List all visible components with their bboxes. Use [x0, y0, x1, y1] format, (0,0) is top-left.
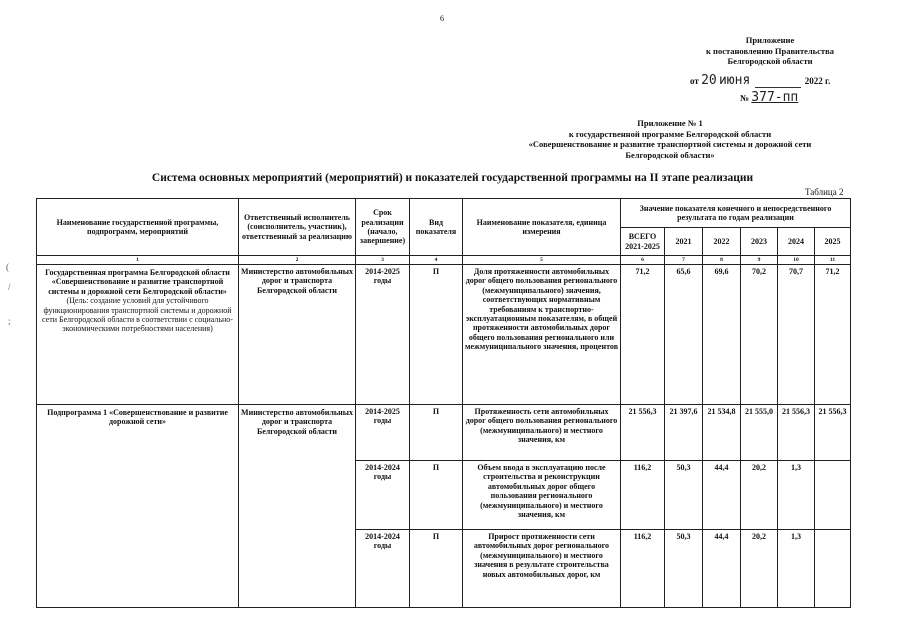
- appendix-line: Белгородской области: [727, 56, 813, 66]
- term-cell: 2014-2025 годы: [356, 405, 410, 461]
- indicator-cell: Протяженность сети автомобильных дорог общего пользования регионального (межмуниципального) и местного значения, км: [463, 405, 621, 461]
- value-cell: 50,3: [665, 461, 703, 530]
- value-cell: 21 556,3: [621, 405, 665, 461]
- value-cell: 1,3: [778, 461, 815, 530]
- value-cell: 21 397,6: [665, 405, 703, 461]
- indicators-table: [36, 198, 851, 608]
- value-cell: 21 556,3: [815, 405, 851, 461]
- responsible-cell: Министерство автомобильных дорог и транспорта Белгородской области: [239, 405, 356, 608]
- value-cell: [815, 530, 851, 608]
- term-cell: 2014-2025 годы: [356, 265, 410, 405]
- table-row: [37, 265, 851, 405]
- column-number: 2: [239, 256, 356, 265]
- indicator-cell: Доля протяженности автомобильных дорог общего пользования регионального (межмуниципального) значения, соответствующих нормативным требованиям к транспортно-эксплуатационным показателям, в общей протяженности автомобильных дорог общего пользования регионального или межмуниципального значения, процентов: [463, 265, 621, 405]
- value-cell: 20,2: [741, 530, 778, 608]
- header-type: Вид показателя: [410, 199, 463, 256]
- value-cell: 116,2: [621, 530, 665, 608]
- header-year: 2023: [741, 228, 778, 256]
- header-year: 2025: [815, 228, 851, 256]
- header-year: 2024: [778, 228, 815, 256]
- appendix-line: Приложение: [745, 35, 795, 45]
- type-cell: П: [410, 530, 463, 608]
- column-number: 11: [815, 256, 851, 265]
- value-cell: 65,6: [665, 265, 703, 405]
- number-prefix: №: [740, 93, 750, 103]
- decree-date: [690, 73, 830, 88]
- indicator-cell: Объем ввода в эксплуатацию после строительства и реконструкции автомобильных дорог общего пользования регионального (межмуниципального) и местного значения, км: [463, 461, 621, 530]
- column-number: 7: [665, 256, 703, 265]
- value-cell: 70,2: [741, 265, 778, 405]
- date-blank-line: [755, 87, 801, 88]
- header-name: Наименование государственной программы, подпрограмм, мероприятий: [37, 199, 239, 256]
- appendix-1-line: Приложение № 1: [637, 118, 703, 128]
- program-name-cell: [37, 265, 239, 405]
- value-cell: 69,6: [703, 265, 741, 405]
- page-number: 6: [440, 14, 444, 23]
- column-number: 10: [778, 256, 815, 265]
- value-cell: 71,2: [621, 265, 665, 405]
- appendix-line: к постановлению Правительства: [706, 45, 834, 56]
- header-responsible: Ответственный исполнитель (соисполнитель, участник), ответственный за реализацию: [239, 199, 356, 256]
- header-year: 2022: [703, 228, 741, 256]
- header-year: 2021: [665, 228, 703, 256]
- type-cell: П: [410, 265, 463, 405]
- header-year-total: ВСЕГО 2021-2025: [621, 228, 665, 256]
- value-cell: 71,2: [815, 265, 851, 405]
- margin-mark: /: [8, 282, 11, 292]
- number-value: 377-пп: [751, 90, 799, 105]
- value-cell: 21 555,0: [741, 405, 778, 461]
- date-month: июня: [718, 73, 751, 88]
- column-number: 5: [463, 256, 621, 265]
- table-row: [37, 405, 851, 461]
- document-title: Система основных мероприятий (мероприятий) и показателей государственной программы на II этапе реализации: [151, 172, 754, 184]
- appendix-1-line: к государственной программе Белгородской области: [568, 128, 772, 139]
- value-cell: 50,3: [665, 530, 703, 608]
- value-cell: 116,2: [621, 461, 665, 530]
- column-number: 1: [37, 256, 239, 265]
- header-values-group: Значение показателя конечного и непосредственного результата по годам реализации: [621, 199, 851, 228]
- appendix-1-header: [510, 118, 830, 160]
- program-goal-note: (Цель: создание условий для устойчивого функционирования транспортной системы и дорожной сети Белгородской области в соответствии с социально-экономическими потребностями населения): [42, 296, 233, 334]
- appendix-1-line: Белгородской области»: [625, 149, 715, 160]
- type-cell: П: [410, 405, 463, 461]
- term-cell: 2014-2024 годы: [356, 461, 410, 530]
- value-cell: 44,4: [703, 530, 741, 608]
- term-cell: 2014-2024 годы: [356, 530, 410, 608]
- value-cell: 20,2: [741, 461, 778, 530]
- program-name: Государственная программа Белгородской области «Совершенствование и развитие транспортной системы и дорожной сети Белгородской области»: [45, 268, 230, 296]
- header-term: Срок реализации (начало, завершение): [356, 199, 410, 256]
- table-label: Таблица 2: [805, 187, 844, 197]
- date-day: 20: [701, 73, 717, 88]
- margin-mark: (: [6, 262, 9, 272]
- column-number: 9: [741, 256, 778, 265]
- value-cell: 21 534,8: [703, 405, 741, 461]
- decree-number: [740, 90, 798, 105]
- date-year: 2022 г.: [804, 76, 831, 86]
- value-cell: 1,3: [778, 530, 815, 608]
- column-number-row: [37, 256, 851, 265]
- responsible-cell: Министерство автомобильных дорог и транспорта Белгородской области: [239, 265, 356, 405]
- indicator-cell: Прирост протяженности сети автомобильных дорог регионального (межмуниципального) и местного значения в результате строительства новых автомобильных дорог, км: [463, 530, 621, 608]
- column-number: 8: [703, 256, 741, 265]
- column-number: 3: [356, 256, 410, 265]
- appendix-1-line: «Совершенствование и развитие транспортной системы и дорожной сети: [528, 139, 812, 149]
- subprogram-name: Подпрограмма 1 «Совершенствование и развитие дорожной сети»: [37, 405, 239, 608]
- column-number: 6: [621, 256, 665, 265]
- value-cell: 21 556,3: [778, 405, 815, 461]
- value-cell: [815, 461, 851, 530]
- header-indicator: Наименование показателя, единица измерения: [463, 199, 621, 256]
- margin-mark: ;: [8, 316, 11, 326]
- type-cell: П: [410, 461, 463, 530]
- appendix-header: [680, 35, 860, 67]
- column-number: 4: [410, 256, 463, 265]
- date-prefix: от: [690, 76, 699, 86]
- value-cell: 70,7: [778, 265, 815, 405]
- value-cell: 44,4: [703, 461, 741, 530]
